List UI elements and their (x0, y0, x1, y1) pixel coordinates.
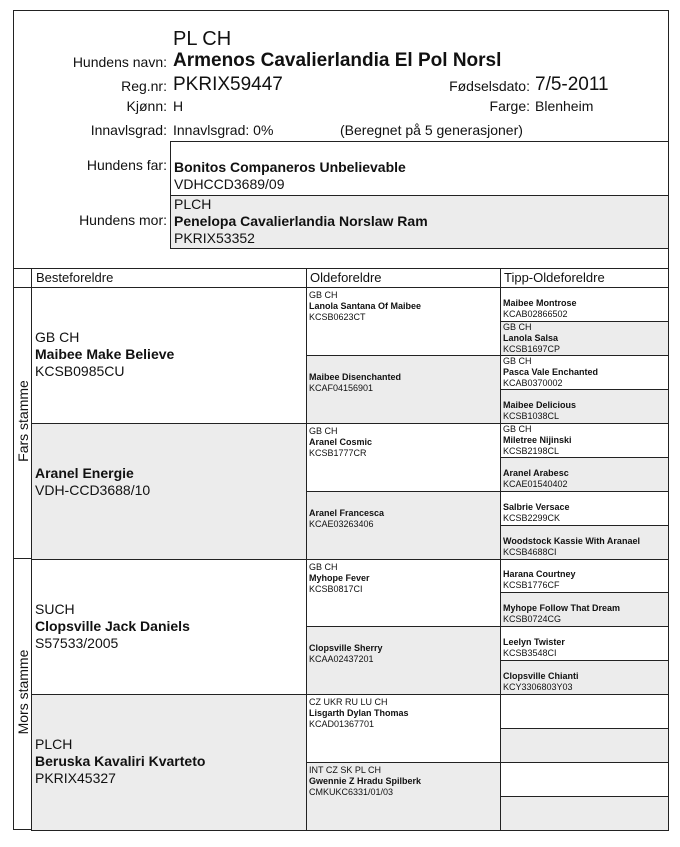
great-great-grandparent-cell (500, 626, 669, 661)
column-header-great-grandparents: Oldeforeldre (310, 270, 382, 285)
great-great-grandparent-reg: KCSB1038CL (503, 411, 560, 421)
great-grandparent-name: Maibee Disenchanted (309, 372, 402, 382)
great-grandparent-text (309, 426, 372, 459)
great-grandparent-text (309, 562, 370, 595)
great-grandparent-name: Myhope Fever (309, 573, 370, 583)
column-header-great-great-grandparents: Tipp-Oldeforeldre (504, 270, 605, 285)
great-great-grandparent-text (503, 637, 565, 659)
great-great-grandparent-reg: KCSB1697CP (503, 344, 561, 354)
great-grandparent-reg: CMKUKC6331/01/03 (309, 787, 394, 797)
great-grandparent-cell (306, 626, 501, 695)
great-grandparent-reg: KCAE03263406 (309, 519, 374, 529)
grandparent-name: Beruska Kavaliri Kvarteto (35, 753, 206, 769)
header-side-gap (13, 268, 32, 288)
great-great-grandparent-cell (500, 491, 669, 526)
birth-label: Fødselsdato: (449, 78, 530, 94)
color-label: Farge: (489, 98, 530, 114)
great-great-grandparent-reg: KCSB4688CI (503, 547, 557, 557)
mother-box (170, 195, 669, 249)
great-grandparent-title: GB CH (309, 290, 338, 300)
great-grandparent-title: CZ UKR RU LU CH (309, 697, 388, 707)
great-great-grandparent-cell (500, 525, 669, 560)
great-great-grandparent-reg: KCAE01540402 (503, 479, 568, 489)
great-grandparent-cell (306, 491, 501, 560)
inbreeding-note: (Beregnet på 5 generasjoner) (340, 122, 523, 138)
grandparent-name: Aranel Energie (35, 465, 134, 481)
mother-label: Hundens mor: (79, 212, 167, 228)
grandparent-text (35, 601, 190, 652)
great-great-grandparent-reg: KCAB02866502 (503, 309, 568, 319)
inbreeding-label: Innavlsgrad: (90, 122, 167, 138)
great-great-grandparent-name: Aranel Arabesc (503, 468, 569, 478)
great-grandparent-cell (306, 355, 501, 424)
great-grandparent-cell (306, 559, 501, 627)
grandparent-reg: KCSB0985CU (35, 363, 125, 379)
great-grandparent-reg: KCAA02437201 (309, 654, 374, 664)
sex-label: Kjønn: (126, 98, 167, 114)
great-grandparent-name: Lanola Santana Of Maibee (309, 301, 422, 311)
great-grandparent-reg: KCSB1777CR (309, 448, 367, 458)
great-grandparent-cell (306, 287, 501, 356)
grandparent-title: GB CH (35, 329, 80, 345)
father-name: Bonitos Companeros Unbelievable (174, 159, 406, 175)
great-grandparent-title: GB CH (309, 562, 338, 572)
great-great-grandparent-cell (500, 389, 669, 424)
great-grandparent-cell (306, 423, 501, 492)
great-great-grandparent-name: Myhope Follow That Dream (503, 603, 621, 613)
great-great-grandparent-text (503, 569, 576, 591)
great-great-grandparent-cell (500, 694, 669, 729)
great-great-grandparent-cell (500, 559, 669, 593)
great-great-grandparent-text (503, 356, 598, 389)
great-grandparent-text (309, 765, 421, 798)
great-great-grandparent-name: Harana Courtney (503, 569, 576, 579)
great-great-grandparent-cell (500, 457, 669, 492)
great-great-grandparent-name: Maibee Delicious (503, 400, 577, 410)
mother-name: Penelopa Cavalierlandia Norslaw Ram (174, 213, 428, 229)
great-great-grandparent-name: Lanola Salsa (503, 333, 559, 343)
great-great-grandparent-text (503, 468, 569, 490)
great-great-grandparent-cell (500, 355, 669, 390)
great-great-grandparent-name: Clopsville Chianti (503, 671, 579, 681)
great-great-grandparent-text (503, 400, 576, 422)
great-great-grandparent-name: Miletree Nijinski (503, 435, 572, 445)
mother-reg: PKRIX53352 (174, 230, 255, 246)
great-grandparent-name: Gwennie Z Hradu Spilberk (309, 776, 422, 786)
great-great-grandparent-name: Pasca Vale Enchanted (503, 367, 599, 377)
great-great-grandparent-title: GB CH (503, 424, 532, 434)
reg-number: PKRIX59447 (173, 74, 283, 95)
grandparent-cell (31, 559, 307, 695)
great-great-grandparent-text (503, 424, 572, 457)
great-grandparent-cell (306, 694, 501, 763)
great-great-grandparent-reg: KCSB1776CF (503, 580, 560, 590)
father-reg: VDHCCD3689/09 (174, 176, 285, 192)
inbreeding-value: Innavlsgrad: 0% (173, 122, 274, 138)
great-great-grandparent-cell (500, 728, 669, 763)
great-great-grandparent-text (503, 322, 560, 355)
great-grandparent-title: GB CH (309, 426, 338, 436)
great-grandparent-reg: KCSB0623CT (309, 312, 366, 322)
great-great-grandparent-reg: KCSB2299CK (503, 513, 561, 523)
dog-title: PL CH (173, 28, 232, 50)
father-box (170, 141, 669, 196)
grandparent-name: Maibee Make Believe (35, 346, 175, 362)
reg-label: Reg.nr: (121, 78, 167, 94)
great-great-grandparent-cell (500, 287, 669, 322)
mother-side-label: Mors stamme (15, 649, 31, 735)
great-grandparent-text (309, 643, 383, 665)
great-great-grandparent-reg: KCSB0724CG (503, 614, 562, 624)
great-grandparent-reg: KCSB0817CI (309, 584, 363, 594)
father-side-label: Fars stamme (15, 380, 31, 462)
grandparent-text (35, 465, 150, 499)
great-great-grandparent-cell (500, 321, 669, 356)
grandparent-cell (31, 287, 307, 424)
great-grandparent-name: Aranel Francesca (309, 508, 385, 518)
grandparent-title: PLCH (35, 736, 73, 752)
great-great-grandparent-reg: KCSB2198CL (503, 446, 560, 456)
great-great-grandparent-text (503, 671, 579, 693)
name-label: Hundens navn: (72, 54, 167, 70)
great-great-grandparent-title: GB CH (503, 356, 532, 366)
grandparent-text (35, 736, 205, 787)
great-grandparent-text (309, 697, 409, 730)
great-grandparent-title: INT CZ SK PL CH (309, 765, 382, 775)
grandparent-title: SUCH (35, 600, 75, 617)
grandparent-name: Clopsville Jack Daniels (35, 617, 190, 634)
grandparent-reg: PKRIX45327 (35, 770, 116, 786)
great-great-grandparent-cell (500, 762, 669, 797)
color-value: Blenheim (535, 98, 594, 114)
great-great-grandparent-cell (500, 592, 669, 627)
great-grandparent-text (309, 290, 421, 323)
great-great-grandparent-text (503, 502, 570, 524)
great-great-grandparent-cell (500, 796, 669, 831)
grandparent-reg: VDH-CCD3688/10 (35, 482, 151, 498)
great-great-grandparent-cell (500, 660, 669, 695)
great-great-grandparent-text (503, 603, 620, 625)
great-grandparent-reg: KCAD01367701 (309, 719, 375, 729)
grandparent-reg: S57533/2005 (35, 634, 119, 651)
great-great-grandparent-title: GB CH (503, 322, 532, 332)
great-grandparent-name: Aranel Cosmic (309, 437, 373, 447)
great-grandparent-text (309, 508, 384, 530)
mother-title: PLCH (174, 196, 212, 212)
great-grandparent-reg: KCAF04156901 (309, 383, 374, 393)
header-col2-divider (306, 268, 501, 288)
great-grandparent-name: Clopsville Sherry (309, 643, 383, 653)
birth-date: 7/5-2011 (535, 74, 609, 95)
dog-name: Armenos Cavalierlandia El Pol Norsl (173, 50, 502, 71)
great-great-grandparent-name: Leelyn Twister (503, 637, 565, 647)
column-header-grandparents: Besteforeldre (36, 270, 114, 285)
sex-value: H (173, 98, 184, 114)
grandparent-cell (31, 694, 307, 831)
great-great-grandparent-name: Woodstock Kassie With Aranael (503, 536, 640, 546)
great-great-grandparent-reg: KCY3306803Y03 (503, 682, 573, 692)
great-great-grandparent-reg: KCSB3548CI (503, 648, 557, 658)
great-great-grandparent-name: Salbrie Versace (503, 502, 570, 512)
great-grandparent-cell (306, 762, 501, 831)
great-great-grandparent-reg: KCAB0370002 (503, 378, 563, 388)
grandparent-cell (31, 423, 307, 560)
great-grandparent-name: Lisgarth Dylan Thomas (309, 708, 409, 718)
great-great-grandparent-cell (500, 423, 669, 458)
great-grandparent-text (309, 372, 401, 394)
grandparent-text (35, 329, 174, 380)
great-great-grandparent-name: Maibee Montrose (503, 298, 577, 308)
great-great-grandparent-text (503, 298, 577, 320)
father-label: Hundens far: (86, 157, 167, 173)
great-great-grandparent-text (503, 536, 640, 558)
